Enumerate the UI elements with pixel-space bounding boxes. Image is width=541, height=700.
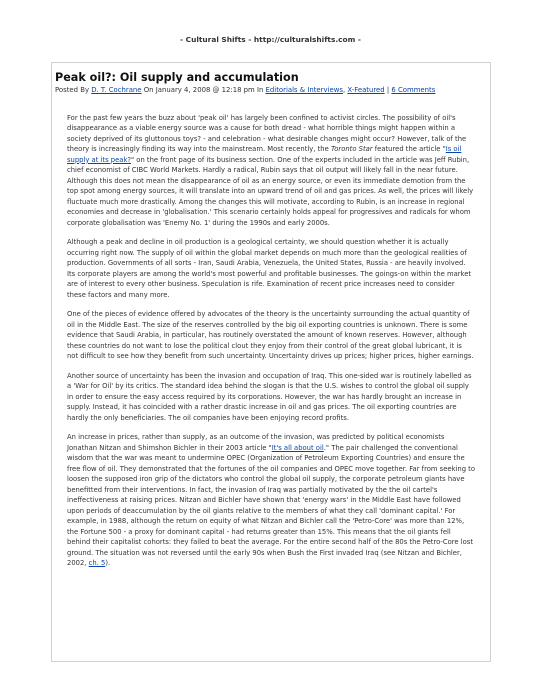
post-title: Peak oil?: Oil supply and accumulation	[55, 71, 299, 84]
paragraph-1: For the past few years the buzz about 'peak oil' has largely been confined to activist circles. The possibility of oil's disappearance as a viable energy source was a cause for both dread - what horrible things might happen within a society deprived of its gluttonous toys? - and celebration - what desirable changes might occur? However, talk of the theory is increasingly finding its way into the mainstream. Most recently, the Toronto Star featured the article "Is oil supply at its peak?" on the front page of its business section. One of the experts included in the article was Jeff Rubin, chief economist of CIBC World Markets. Hardly a radical, Rubin says that oil output will likely fall in the near future. Although this does not mean the disappearance of oil as an energy source, or even its immediate demotion from the top spot among energy sources, it will translate into an upward trend of oil and gas prices. As well, the prices will likely fluctuate much more drastically. Among the changes this will motivate, according to Rubin, is an increase in regional economies and decrease in 'globalisation.' This scenario certainly holds appeal for progressives and radicals for whom corporate globalisation was 'Enemy No. 1' during the 1990s and early 2000s.	[67, 113, 474, 227]
article-link-oil[interactable]: It's all about oil	[271, 443, 324, 452]
byline-prefix: Posted By	[55, 86, 90, 94]
site-header: - Cultural Shifts - http://culturalshifts.com -	[180, 35, 361, 44]
chapter-link[interactable]: ch. 5	[88, 559, 106, 568]
comments-link[interactable]: 6 Comments	[391, 86, 436, 94]
paragraph-2: Although a peak and decline in oil production is a geological certainty, we should question whether it is actually occurring right now. The supply of oil within the global market depends on much more than the geological realities of production. Governments of all sorts - Iran, Saudi Arabia, Venezuela, the United States, Russia - are heavily involved. Its corporate players are among the world's most powerful and profitable businesses. The goings-on within the market are of interest to every other business. Speculation is rife. Examination of recent price increases need to consider these factors and many more.	[67, 238, 472, 299]
paragraph-5: An increase in prices, rather than supply, as an outcome of the invasion, was predicted by political economists Jonathan Nitzan and Shimshon Bichler in their 2003 article "It's all about oil." The pair challenged the conventional wisdom that the war was meant to undermine OPEC (Organization of Petroleum Exporting Countries) and ensure the free flow of oil. They demonstrated that the fortunes of the oil companies and OPEC move together. Far from seeking to loosen the supposed iron grip of the dictators who control the global oil supply, the corporate petroleum giants have benefitted from their interventions. In fact, the invasion of Iraq was partially motivated by the the oil cartel's ineffectiveness at raising prices. Nitzan and Bichler have shown that 'energy wars' in the Middle East have followed upon periods of deaccumulation by the oil giants relative to the members of what they call 'dominant capital.' For example, in 1988, although the return on equity of what Nitzan and Bichler call the 'Petro-Core' was more than 12%, the Fortune 500 - a proxy for dominant capital - had returns greater than 15%. This means that the oil giants fell behind their capitalist cohorts: they failed to beat the average. For the entire second half of the 80s the Petro-Core lost ground. The situation was not reversed until the early 90s when Bush the First invaded Iraq (see Nitzan and Bichler, 2002, ch. 5).	[67, 433, 475, 568]
author-link[interactable]: D. T. Cochrane	[91, 86, 142, 94]
article-box	[51, 62, 491, 662]
byline-date: On January 4, 2008 @ 12:18 pm In	[143, 86, 264, 94]
byline-separator: |	[386, 86, 390, 94]
publication-name: Toronto Star	[330, 145, 373, 154]
category-link-featured[interactable]: X-Featured	[347, 86, 385, 94]
post-byline	[55, 86, 487, 96]
paragraph-3: One of the pieces of evidence offered by advocates of the theory is the uncertainty surrounding the actual quantity of oil in the Middle East. The size of the reserves controlled by the big oil exporting countries is unknown. There is some evidence that Saudi Arabia, in particular, has routinely overstated the amount of known reserves. However, although these countries do not want to lose the political clout they enjoy from their control of the great global lubricant, it is not difficult to see how they benefit from such uncertainty. Uncertainty drives up prices; higher prices, higher earnings.	[67, 310, 474, 361]
paragraph-4: Another source of uncertainty has been the invasion and occupation of Iraq. This one-sided war is routinely labelled as a 'War for Oil' by its critics. The standard idea behind the slogan is that the U.S. wishes to control the global oil supply in order to ensure the easy access required by its corporations. However, the war has hardly brought an increase in supply. Instead, it has coincided with a rather drastic increase in oil and gas prices. The oil exporting countries are hardly the only beneficiaries. The oil companies have been enjoying record profits.	[67, 371, 472, 422]
byline-comma: ,	[342, 86, 346, 94]
post-content	[55, 96, 487, 569]
category-link-editorials[interactable]: Editorials & Interviews	[265, 86, 343, 94]
article-link-star[interactable]: Is oil supply at its peak?	[67, 145, 462, 164]
